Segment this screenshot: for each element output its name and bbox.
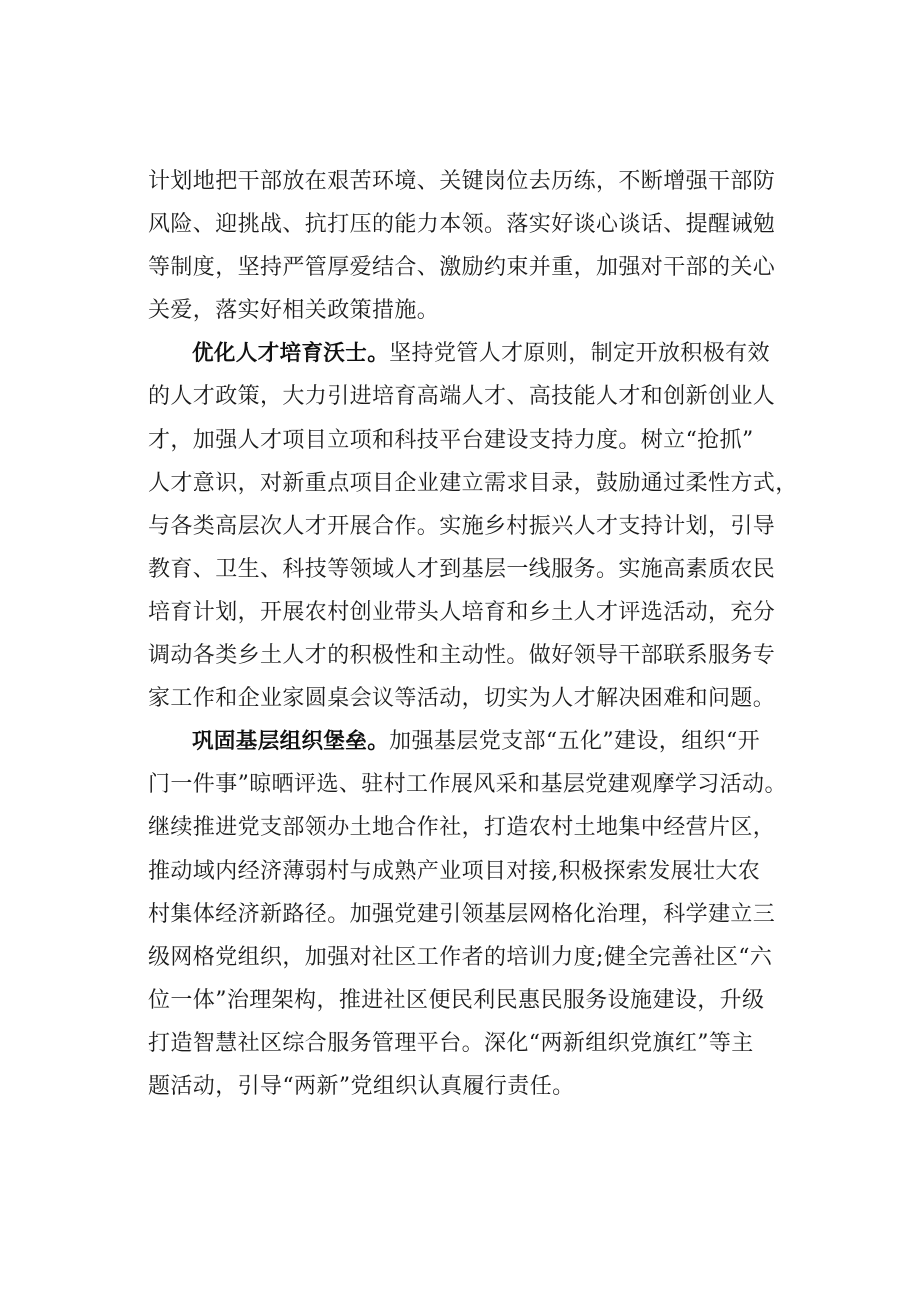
text-line: 等制度，坚持严管厚爱结合、激励约束并重，加强对干部的关心 [148, 255, 776, 281]
text-line: 打造智慧社区综合服务管理平台。深化“两新组织党旗红”等主 [148, 1030, 754, 1056]
text-line: 题活动，引导“两新”党组织认真履行责任。 [148, 1073, 575, 1099]
text-line: 计划地把干部放在艰苦环境、关键岗位去历练，不断增强干部防 [148, 169, 776, 194]
paragraph-talent-cultivation [148, 332, 798, 720]
paragraph-cadre-training [148, 160, 778, 332]
text-line: 位一体”治理架构，推进社区便民利民惠民服务设施建设，升级 [148, 987, 765, 1013]
text-line: 级网格党组织，加强对社区工作者的培训力度;健全完善社区“六 [148, 944, 773, 970]
text-line: 继续推进党支部领办土地合作社，打造农村土地集中经营片区， [148, 815, 776, 841]
text-line: 村集体经济新路径。加强党建引领基层网格化治理，科学建立三 [148, 901, 776, 927]
text-line: 教育、卫生、科技等领域人才到基层一线服务。实施高素质农民 [148, 556, 776, 582]
text-line: 推动域内经济薄弱村与成熟产业项目对接,积极探索发展壮大农 [148, 858, 761, 884]
text-line: 的人才政策，大力引进培育高端人才、高技能人才和创新创业人 [148, 384, 776, 410]
section-heading-grassroots: 巩固基层组织堡垒。 [192, 729, 390, 755]
text-line: 风险、迎挑战、抗打压的能力本领。落实好谈心谈话、提醒诫勉 [148, 212, 776, 238]
document-body [148, 160, 798, 1108]
section-heading-talent: 优化人才培育沃士。 [192, 341, 390, 367]
paragraph-grassroots-organization [148, 720, 787, 1108]
text-line: 关爱，落实好相关政策措施。 [148, 298, 440, 324]
text-line [148, 720, 778, 763]
text-line: 才，加强人才项目立项和科技平台建设支持力度。树立“抢抓” [148, 427, 754, 453]
text-line: 门一件事”晾晒评选、驻村工作展风采和基层党建观摩学习活动。 [148, 772, 787, 798]
text-line: 家工作和企业家圆桌会议等活动，切实为人才解决困难和问题。 [148, 686, 776, 712]
text-line: 培育计划，开展农村创业带头人培育和乡土人才评选活动，充分 [148, 599, 776, 625]
text-run: 坚持党管人才原则，制定开放积极有效 [389, 341, 770, 367]
text-line: 调动各类乡土人才的积极性和主动性。做好领导干部联系服务专 [148, 643, 776, 669]
text-line: 人才意识，对新重点项目企业建立需求目录，鼓励通过柔性方式， [148, 470, 798, 496]
text-run: 加强基层党支部“五化”建设，组织“开 [389, 729, 761, 755]
text-line [148, 332, 778, 375]
text-line: 与各类高层次人才开展合作。实施乡村振兴人才支持计划，引导 [148, 513, 776, 539]
